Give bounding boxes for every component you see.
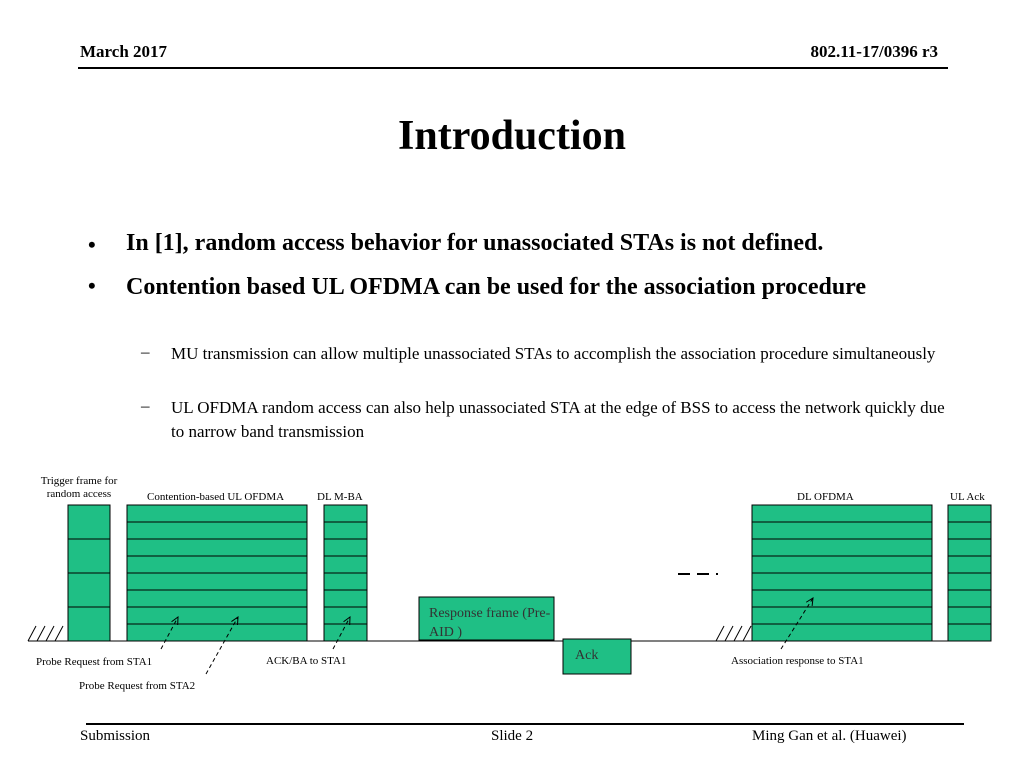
backoff-hatch [28, 626, 36, 641]
contention-ul-ofdma-block [127, 556, 307, 573]
ul-ack-block [948, 607, 991, 624]
backoff-hatch [743, 626, 751, 641]
association-response-label: Association response to STA1 [731, 655, 864, 667]
trigger-frame-block [68, 573, 110, 607]
contention-ul-ofdma-block [127, 522, 307, 539]
contention-ul-ofdma-block [127, 505, 307, 522]
dl-ofdma-block [752, 590, 932, 607]
dl-mba-block [324, 522, 367, 539]
dl-ofdma-block [752, 505, 932, 522]
probe-request-sta2-label: Probe Request from STA2 [79, 680, 196, 692]
bullet-marker: • [88, 273, 96, 298]
contention-ul-ofdma-block [127, 607, 307, 624]
footer-author: Ming Gan et al. (Huawei) [752, 728, 907, 744]
backoff-hatch [725, 626, 733, 641]
ul-ack-block [948, 590, 991, 607]
ul-ack-block [948, 522, 991, 539]
ul-ack-block [948, 539, 991, 556]
dl-mba-block [324, 556, 367, 573]
ul-ack-block [948, 624, 991, 641]
footer-slide-number: Slide 2 [491, 728, 534, 744]
footer-rule [86, 723, 964, 725]
dl-mba-label: DL M-BA [317, 491, 363, 503]
bullet-2: Contention based UL OFDMA can be used for the association procedure [126, 274, 867, 300]
contention-ul-ofdma-block [127, 590, 307, 607]
contention-ul-ofdma-label: Contention-based UL OFDMA [147, 491, 285, 503]
backoff-hatch [37, 626, 45, 641]
trigger-frame-block [68, 607, 110, 641]
dl-mba-block [324, 607, 367, 624]
backoff-hatch [55, 626, 63, 641]
contention-ul-ofdma-block [127, 573, 307, 590]
response-frame-label: Response frame (Pre-AID ) [429, 606, 551, 640]
trigger-frame-label: Trigger frame for random access [40, 475, 118, 500]
dl-ofdma-label: DL OFDMA [797, 491, 854, 503]
dl-ofdma-block [752, 522, 932, 539]
dl-mba-block [324, 590, 367, 607]
dl-ofdma-block [752, 556, 932, 573]
ul-ack-block [948, 505, 991, 522]
dl-ofdma-block [752, 624, 932, 641]
contention-ul-ofdma-block [127, 539, 307, 556]
dl-ofdma-block [752, 573, 932, 590]
dl-ofdma-block [752, 539, 932, 556]
ack-ba-sta1-label: ACK/BA to STA1 [266, 655, 347, 667]
sub-bullet-marker: – [141, 396, 150, 415]
sub-bullet-1: MU transmission can allow multiple unassociated STAs to accomplish the association procedure simultaneously [171, 344, 936, 363]
sub-bullet-marker: – [141, 342, 150, 361]
trigger-frame-block [68, 539, 110, 573]
bullet-1: In [1], random access behavior for unassociated STAs is not defined. [126, 230, 824, 256]
ul-ack-block [948, 573, 991, 590]
slide-title: Introduction [398, 113, 626, 159]
probe-request-sta1-label: Probe Request from STA1 [36, 656, 153, 668]
footer-submission: Submission [80, 728, 151, 744]
header-date: March 2017 [80, 42, 168, 61]
header-doc-id: 802.11-17/0396 r3 [810, 42, 938, 61]
ul-ack-block [948, 556, 991, 573]
contention-ul-ofdma-block [127, 624, 307, 641]
backoff-hatch [46, 626, 54, 641]
backoff-hatch [716, 626, 724, 641]
sub-bullet-2: UL OFDMA random access can also help unassociated STA at the edge of BSS to access the network quickly due to narrow band transmission [171, 398, 945, 441]
bullet-marker: • [88, 232, 96, 257]
dl-mba-block [324, 505, 367, 522]
ul-ack-label: UL Ack [950, 491, 985, 503]
trigger-frame-block [68, 505, 110, 539]
dl-mba-block [324, 624, 367, 641]
dl-mba-block [324, 539, 367, 556]
dl-ofdma-block [752, 607, 932, 624]
backoff-hatch [734, 626, 742, 641]
dl-mba-block [324, 573, 367, 590]
ack-label: Ack [575, 648, 599, 663]
